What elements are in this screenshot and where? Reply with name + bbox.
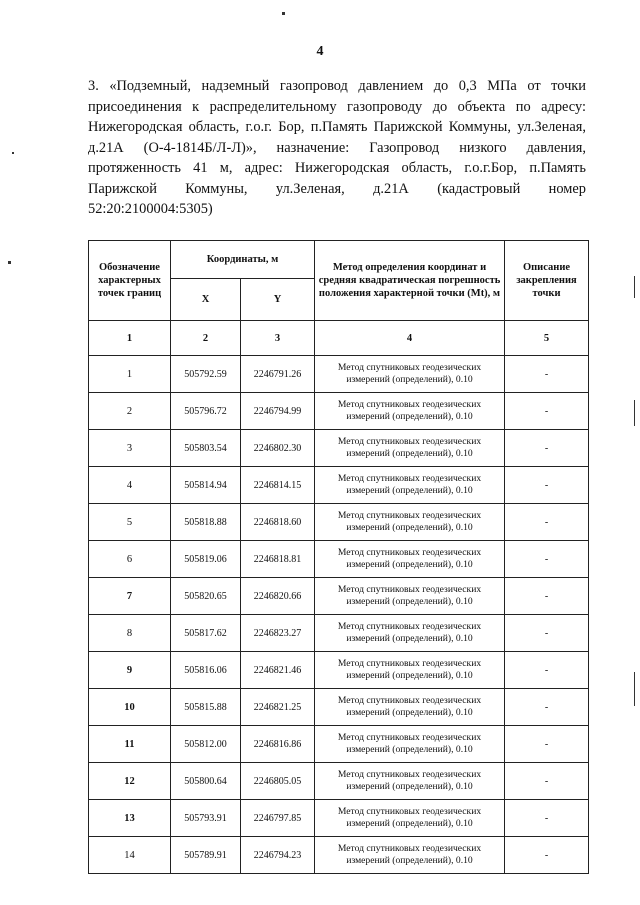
point-cell: 12 bbox=[89, 763, 171, 800]
column-index: 2 bbox=[171, 321, 241, 356]
point-cell: 5 bbox=[89, 504, 171, 541]
point-cell: 10 bbox=[89, 689, 171, 726]
y-coordinate-cell: 2246794.23 bbox=[241, 837, 315, 874]
method-cell: Метод спутниковых геодезических измерений (определений), 0.10 bbox=[315, 356, 505, 393]
point-cell: 4 bbox=[89, 467, 171, 504]
y-coordinate-cell: 2246816.86 bbox=[241, 726, 315, 763]
table-row bbox=[89, 615, 589, 652]
x-coordinate-cell: 505820.65 bbox=[171, 578, 241, 615]
description-cell: - bbox=[505, 652, 589, 689]
description-cell: - bbox=[505, 467, 589, 504]
description-cell: - bbox=[505, 393, 589, 430]
y-coordinate-cell: 2246794.99 bbox=[241, 393, 315, 430]
header-designation: Обозначение характерных точек границ bbox=[89, 241, 171, 321]
point-cell: 8 bbox=[89, 615, 171, 652]
method-cell: Метод спутниковых геодезических измерений (определений), 0.10 bbox=[315, 615, 505, 652]
point-cell: 2 bbox=[89, 393, 171, 430]
description-cell: - bbox=[505, 615, 589, 652]
y-coordinate-cell: 2246805.05 bbox=[241, 763, 315, 800]
y-coordinate-cell: 2246791.26 bbox=[241, 356, 315, 393]
x-coordinate-cell: 505789.91 bbox=[171, 837, 241, 874]
method-cell: Метод спутниковых геодезических измерений (определений), 0.10 bbox=[315, 430, 505, 467]
x-coordinate-cell: 505816.06 bbox=[171, 652, 241, 689]
header-coordinates: Координаты, м bbox=[171, 241, 315, 279]
description-cell: - bbox=[505, 689, 589, 726]
method-cell: Метод спутниковых геодезических измерений (определений), 0.10 bbox=[315, 763, 505, 800]
method-cell: Метод спутниковых геодезических измерений (определений), 0.10 bbox=[315, 541, 505, 578]
column-index-row bbox=[89, 321, 589, 356]
point-cell: 9 bbox=[89, 652, 171, 689]
description-cell: - bbox=[505, 430, 589, 467]
y-coordinate-cell: 2246814.15 bbox=[241, 467, 315, 504]
x-coordinate-cell: 505817.62 bbox=[171, 615, 241, 652]
column-index: 5 bbox=[505, 321, 589, 356]
table-row bbox=[89, 467, 589, 504]
description-cell: - bbox=[505, 800, 589, 837]
point-cell: 7 bbox=[89, 578, 171, 615]
point-cell: 11 bbox=[89, 726, 171, 763]
x-coordinate-cell: 505818.88 bbox=[171, 504, 241, 541]
method-cell: Метод спутниковых геодезических измерений (определений), 0.10 bbox=[315, 837, 505, 874]
object-description: 3. «Подземный, надземный газопровод давлением до 0,3 МПа от точки присоединения к распределительному газопроводу до объекта по адресу: Нижегородская область, г.о.г. Бор, п.Память Парижской Коммуны, ул.Зеленая, д.21А (О-4-1814Б/Л-Л)», назначение: Газопровод низкого давления, протяженность 41 м, адрес: Нижегородская область, г.о.г.Бор, п.Память Парижской Коммуны, ул.Зеленая, д.21А (кадастровый номер 52:20:2100004:5305) bbox=[88, 78, 586, 217]
scan-speck bbox=[12, 152, 14, 154]
table-row bbox=[89, 726, 589, 763]
table-row bbox=[89, 356, 589, 393]
scan-edge-line bbox=[634, 276, 635, 298]
header-x: X bbox=[171, 279, 241, 321]
x-coordinate-cell: 505800.64 bbox=[171, 763, 241, 800]
y-coordinate-cell: 2246821.25 bbox=[241, 689, 315, 726]
point-cell: 3 bbox=[89, 430, 171, 467]
point-cell: 1 bbox=[89, 356, 171, 393]
description-cell: - bbox=[505, 726, 589, 763]
table-row bbox=[89, 504, 589, 541]
y-coordinate-cell: 2246821.46 bbox=[241, 652, 315, 689]
header-y: Y bbox=[241, 279, 315, 321]
header-description: Описание закрепления точки bbox=[505, 241, 589, 321]
point-cell: 6 bbox=[89, 541, 171, 578]
column-index: 3 bbox=[241, 321, 315, 356]
y-coordinate-cell: 2246823.27 bbox=[241, 615, 315, 652]
boundary-points-table bbox=[88, 240, 589, 874]
method-cell: Метод спутниковых геодезических измерений (определений), 0.10 bbox=[315, 800, 505, 837]
x-coordinate-cell: 505814.94 bbox=[171, 467, 241, 504]
table-row bbox=[89, 652, 589, 689]
y-coordinate-cell: 2246818.81 bbox=[241, 541, 315, 578]
table-row bbox=[89, 800, 589, 837]
table-row bbox=[89, 541, 589, 578]
table-row bbox=[89, 430, 589, 467]
scan-edge-line bbox=[634, 400, 635, 426]
y-coordinate-cell: 2246820.66 bbox=[241, 578, 315, 615]
column-index: 4 bbox=[315, 321, 505, 356]
header-method: Метод определения координат и средняя квадратическая погрешность положения характерной точки (Mt), м bbox=[315, 241, 505, 321]
method-cell: Метод спутниковых геодезических измерений (определений), 0.10 bbox=[315, 726, 505, 763]
y-coordinate-cell: 2246802.30 bbox=[241, 430, 315, 467]
table-row bbox=[89, 763, 589, 800]
x-coordinate-cell: 505812.00 bbox=[171, 726, 241, 763]
table-row bbox=[89, 689, 589, 726]
column-index: 1 bbox=[89, 321, 171, 356]
description-cell: - bbox=[505, 356, 589, 393]
method-cell: Метод спутниковых геодезических измерений (определений), 0.10 bbox=[315, 504, 505, 541]
point-cell: 14 bbox=[89, 837, 171, 874]
x-coordinate-cell: 505819.06 bbox=[171, 541, 241, 578]
method-cell: Метод спутниковых геодезических измерений (определений), 0.10 bbox=[315, 689, 505, 726]
y-coordinate-cell: 2246797.85 bbox=[241, 800, 315, 837]
description-cell: - bbox=[505, 541, 589, 578]
page-number: 4 bbox=[316, 44, 324, 59]
description-cell: - bbox=[505, 837, 589, 874]
table-row bbox=[89, 393, 589, 430]
y-coordinate-cell: 2246818.60 bbox=[241, 504, 315, 541]
scan-speck bbox=[282, 12, 285, 15]
method-cell: Метод спутниковых геодезических измерений (определений), 0.10 bbox=[315, 393, 505, 430]
x-coordinate-cell: 505815.88 bbox=[171, 689, 241, 726]
x-coordinate-cell: 505796.72 bbox=[171, 393, 241, 430]
point-cell: 13 bbox=[89, 800, 171, 837]
x-coordinate-cell: 505793.91 bbox=[171, 800, 241, 837]
x-coordinate-cell: 505803.54 bbox=[171, 430, 241, 467]
table-row bbox=[89, 578, 589, 615]
method-cell: Метод спутниковых геодезических измерений (определений), 0.10 bbox=[315, 652, 505, 689]
scan-edge-line bbox=[634, 672, 635, 706]
description-cell: - bbox=[505, 504, 589, 541]
method-cell: Метод спутниковых геодезических измерений (определений), 0.10 bbox=[315, 467, 505, 504]
scan-speck bbox=[8, 261, 11, 264]
description-cell: - bbox=[505, 763, 589, 800]
x-coordinate-cell: 505792.59 bbox=[171, 356, 241, 393]
method-cell: Метод спутниковых геодезических измерений (определений), 0.10 bbox=[315, 578, 505, 615]
table-row bbox=[89, 837, 589, 874]
description-cell: - bbox=[505, 578, 589, 615]
